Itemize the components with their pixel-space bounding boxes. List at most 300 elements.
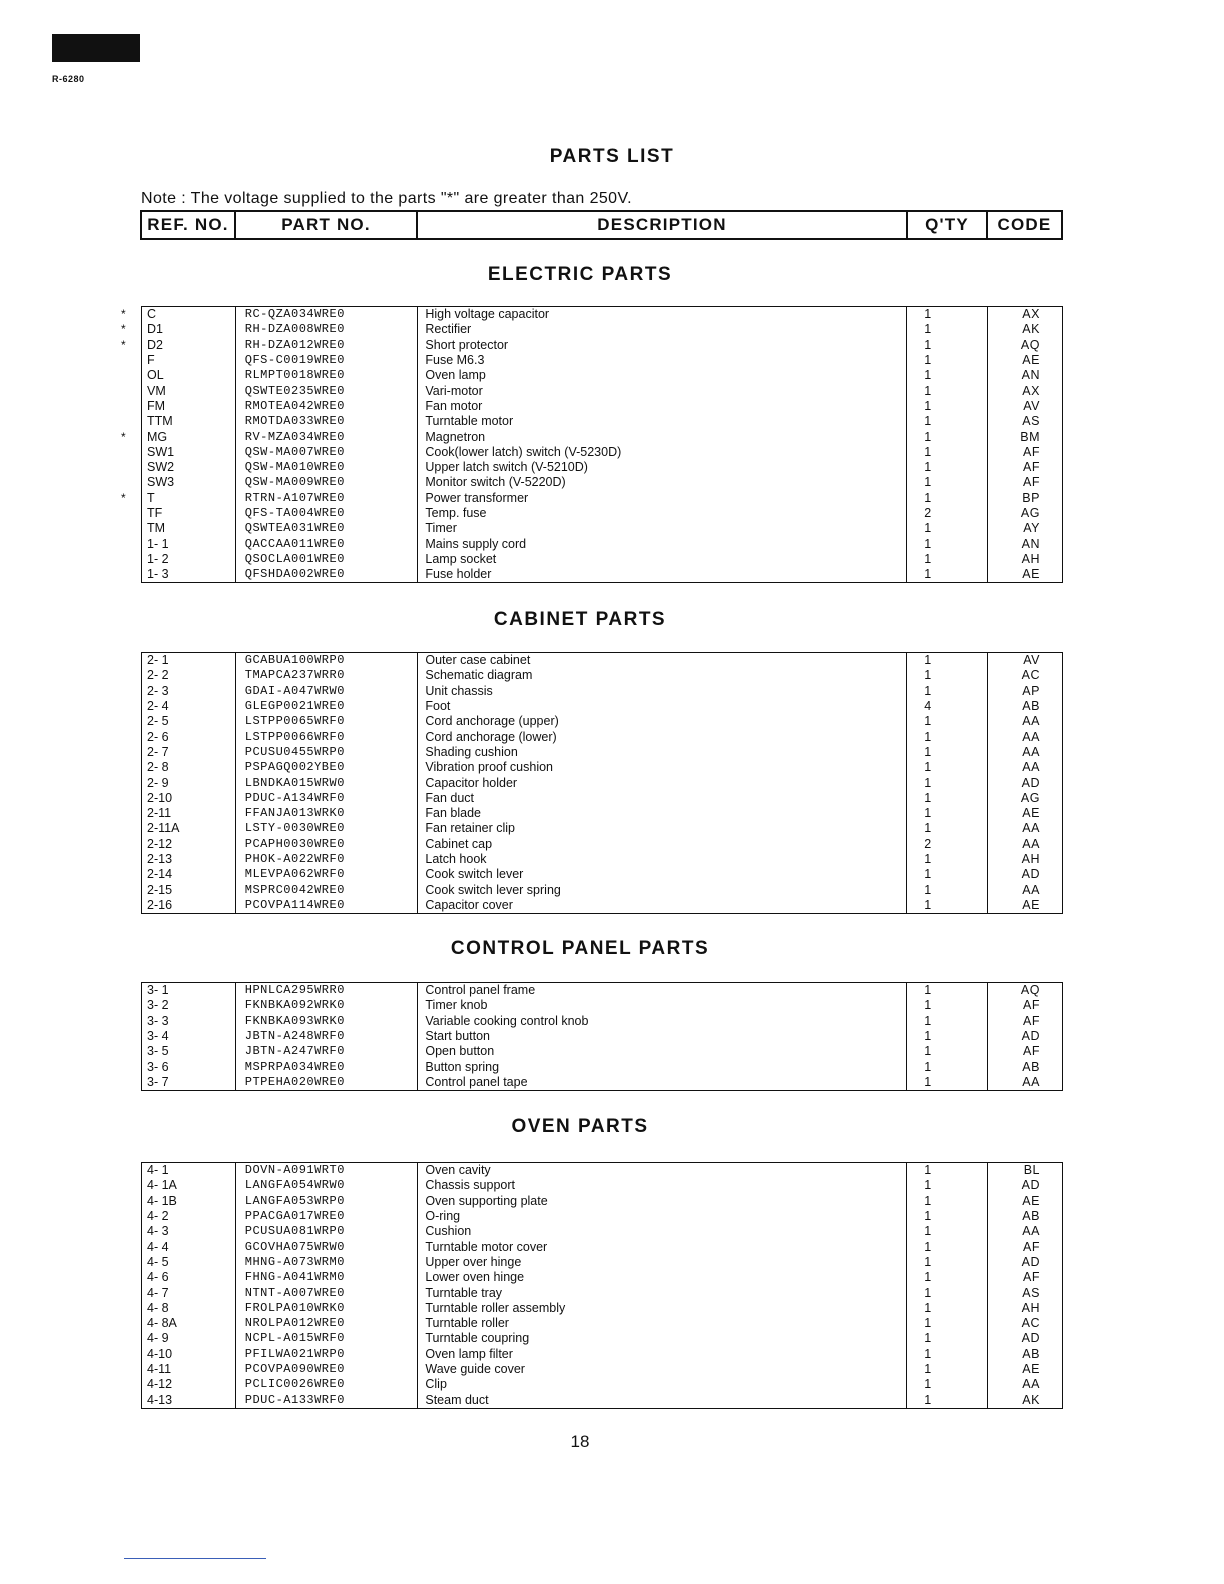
code-cell: BM	[1020, 429, 1040, 444]
ref-no-cell: 4- 1	[147, 1163, 169, 1178]
part-no-cell: QSW-MA007WRE0	[244, 444, 345, 459]
code-cell: AG	[1020, 790, 1040, 805]
part-no-header: PART NO.	[236, 212, 418, 238]
column-divider	[235, 983, 236, 1090]
part-no-cell: GCOVHA075WRW0	[244, 1239, 345, 1254]
table-row	[142, 521, 1062, 536]
qty-cell: 1	[924, 1059, 932, 1074]
qty-cell: 1	[924, 1239, 932, 1254]
qty-cell: 1	[924, 897, 932, 912]
code-cell: AE	[1022, 567, 1040, 582]
description-cell: Outer case cabinet	[425, 653, 531, 668]
part-no-cell: PHOK-A022WRF0	[244, 852, 345, 866]
ref-no-cell: 3- 7	[147, 1074, 169, 1089]
table-row	[142, 653, 1062, 668]
model-number: R-6280	[52, 74, 85, 84]
part-no-cell: QACCAA011WRE0	[244, 536, 345, 551]
ref-no-cell: 3- 4	[147, 1029, 169, 1044]
code-cell: AV	[1023, 653, 1040, 668]
voltage-note: Note : The voltage supplied to the parts "*" are greater than 250V.	[141, 190, 632, 207]
part-no-cell: GLEGP0021WRE0	[244, 699, 345, 714]
qty-cell: 1	[924, 1074, 932, 1089]
qty-cell: 1	[924, 1316, 932, 1331]
table-row	[121, 337, 1062, 353]
code-cell: AF	[1023, 444, 1040, 459]
table-row	[142, 552, 1062, 567]
ref-no-cell: 3- 1	[147, 983, 169, 998]
qty-cell: 1	[924, 1013, 932, 1028]
part-no-cell: RMOTEA042WRE0	[244, 398, 345, 413]
qty-cell: 1	[924, 1392, 932, 1407]
description-cell: Vari-motor	[425, 383, 483, 398]
code-cell: AD	[1021, 1254, 1040, 1269]
code-cell: AA	[1022, 744, 1040, 759]
ref-no-header: REF. NO.	[142, 212, 236, 238]
code-cell: AB	[1022, 1209, 1040, 1224]
column-divider	[417, 1163, 418, 1408]
table-row	[142, 475, 1062, 490]
table-row	[142, 668, 1062, 683]
column-divider	[235, 1163, 236, 1408]
part-no-cell: DOVN-A091WRT0	[244, 1163, 345, 1178]
table-row	[142, 1029, 1062, 1044]
table-row	[142, 460, 1062, 475]
description-cell: Control panel tape	[425, 1074, 528, 1089]
table-row	[142, 1362, 1062, 1377]
table-row	[121, 429, 1062, 444]
table-row	[142, 998, 1062, 1013]
code-cell: AB	[1022, 699, 1040, 714]
ref-no-cell: 4- 2	[147, 1209, 169, 1224]
table-row	[142, 837, 1062, 852]
ref-no-cell: OL	[147, 368, 164, 383]
code-cell: AK	[1022, 1392, 1040, 1407]
code-cell: AA	[1022, 1224, 1040, 1239]
qty-cell: 1	[924, 475, 932, 490]
description-cell: Latch hook	[425, 852, 487, 866]
qty-cell: 1	[924, 790, 932, 805]
description-cell: Oven cavity	[425, 1163, 491, 1178]
ref-no-cell: 2- 5	[147, 714, 169, 729]
description-cell: Upper over hinge	[425, 1254, 522, 1269]
ref-no-cell: 2-13	[147, 852, 173, 866]
qty-cell: 1	[924, 806, 932, 821]
description-cell: High voltage capacitor	[425, 307, 550, 322]
column-divider	[906, 653, 907, 913]
description-cell: Oven lamp filter	[425, 1346, 513, 1361]
qty-cell: 1	[924, 1193, 932, 1208]
high-voltage-mark: *	[121, 429, 126, 444]
code-cell: AA	[1022, 1377, 1040, 1392]
ref-no-cell: 2-14	[147, 867, 173, 882]
code-cell: AC	[1021, 1316, 1040, 1331]
code-cell: AF	[1023, 1270, 1040, 1285]
code-cell: AB	[1022, 1059, 1040, 1074]
column-divider	[417, 653, 418, 913]
code-cell: AB	[1022, 1346, 1040, 1361]
part-no-cell: LANGFA053WRP0	[244, 1193, 345, 1208]
table-row	[142, 729, 1062, 744]
table-row	[142, 1178, 1062, 1193]
table-row	[142, 852, 1062, 867]
description-cell: Timer knob	[425, 998, 488, 1013]
ref-no-cell: 2- 3	[147, 683, 169, 698]
table-row	[142, 1014, 1062, 1029]
ref-no-cell: 2- 1	[147, 653, 169, 668]
description-cell: Cook switch lever	[425, 867, 524, 882]
qty-cell: 1	[924, 852, 932, 866]
ref-no-cell: TM	[147, 521, 166, 536]
column-divider	[906, 307, 907, 582]
description-cell: Lamp socket	[425, 551, 497, 566]
qty-cell: 1	[924, 998, 932, 1013]
qty-cell: 1	[924, 882, 932, 897]
part-no-cell: FROLPA010WRK0	[244, 1300, 345, 1315]
part-no-cell: LBNDKA015WRW0	[244, 775, 345, 790]
qty-cell: 4	[924, 699, 932, 714]
part-no-cell: QSOCLA001WRE0	[244, 551, 345, 566]
ref-no-cell: SW3	[147, 475, 175, 490]
ref-no-cell: VM	[147, 383, 166, 398]
description-cell: Monitor switch (V-5220D)	[425, 475, 566, 490]
description-cell: Start button	[425, 1029, 490, 1044]
qty-header: Q'TY	[908, 212, 988, 238]
table-row	[142, 699, 1062, 714]
qty-cell: 1	[924, 775, 932, 790]
qty-cell: 1	[924, 744, 932, 759]
part-no-cell: QFSHDA002WRE0	[244, 567, 345, 582]
qty-cell: 1	[924, 322, 932, 337]
oven-parts-title: OVEN PARTS	[511, 1116, 649, 1137]
cabinet-parts-title: CABINET PARTS	[493, 609, 667, 630]
description-cell: Button spring	[425, 1059, 500, 1074]
code-cell: BP	[1022, 490, 1040, 505]
table-row	[121, 307, 1062, 322]
description-cell: Fan motor	[425, 398, 483, 413]
part-no-cell: PCUSUA081WRP0	[244, 1224, 345, 1239]
ref-no-cell: MG	[147, 429, 168, 444]
ref-no-cell: F	[147, 353, 155, 368]
code-cell: AE	[1022, 806, 1040, 821]
table-row	[142, 1331, 1062, 1346]
description-cell: Turntable tray	[425, 1285, 503, 1300]
code-cell: AV	[1023, 398, 1040, 413]
code-cell: AA	[1022, 821, 1040, 836]
table-row	[142, 760, 1062, 775]
qty-cell: 1	[924, 1254, 932, 1269]
description-cell: Schematic diagram	[425, 668, 533, 683]
part-no-cell: GCABUA100WRP0	[244, 653, 345, 668]
ref-no-cell: 4-10	[147, 1346, 173, 1361]
description-header: DESCRIPTION	[418, 212, 908, 238]
ref-no-cell: D2	[147, 337, 163, 352]
table-row	[142, 1239, 1062, 1254]
qty-cell: 1	[924, 1300, 932, 1315]
ref-no-cell: 4- 1B	[147, 1193, 177, 1208]
part-no-cell: QSWTE0235WRE0	[244, 383, 345, 398]
code-cell: AK	[1022, 322, 1040, 337]
code-cell: AH	[1021, 551, 1040, 566]
ref-no-cell: 4- 6	[147, 1270, 169, 1285]
table-row	[142, 1059, 1062, 1074]
qty-cell: 1	[924, 307, 932, 322]
code-cell: AD	[1021, 775, 1040, 790]
ref-no-cell: 2-10	[147, 790, 173, 805]
ref-no-cell: TF	[147, 506, 163, 520]
part-no-cell: PCOVPA114WRE0	[244, 897, 345, 912]
qty-cell: 1	[924, 536, 932, 551]
code-cell: AF	[1023, 460, 1040, 475]
description-cell: Cook switch lever spring	[425, 882, 561, 897]
description-cell: Wave guide cover	[425, 1362, 525, 1376]
ref-no-cell: 2-12	[147, 836, 173, 851]
qty-cell: 1	[924, 398, 932, 413]
ref-no-cell: 4- 1A	[147, 1178, 177, 1193]
ref-no-cell: 4- 7	[147, 1285, 169, 1300]
description-cell: Power transformer	[425, 490, 529, 505]
table-row	[142, 1301, 1062, 1316]
qty-cell: 1	[924, 414, 932, 429]
qty-cell: 1	[924, 1029, 932, 1044]
part-no-cell: RTRN-A107WRE0	[244, 490, 345, 505]
table-row	[142, 353, 1062, 368]
part-no-cell: JBTN-A248WRF0	[244, 1029, 345, 1044]
ref-no-cell: 4- 3	[147, 1224, 169, 1239]
table-row	[142, 1075, 1062, 1090]
table-row	[142, 1044, 1062, 1059]
description-cell: Control panel frame	[425, 983, 536, 998]
table-row	[142, 506, 1062, 521]
code-header: CODE	[997, 215, 1052, 234]
qty-cell: 1	[924, 760, 932, 775]
description-cell: Oven lamp	[425, 368, 486, 383]
part-no-cell: MSPRC0042WRE0	[244, 882, 345, 897]
part-no-cell: QSW-MA010WRE0	[244, 460, 345, 475]
ref-no-cell: 1- 1	[147, 536, 169, 551]
column-divider	[987, 653, 988, 913]
description-cell: Foot	[425, 699, 451, 714]
ref-no-cell: 1- 3	[147, 567, 169, 582]
description-cell: Steam duct	[425, 1392, 489, 1407]
part-no-cell: NCPL-A015WRF0	[244, 1331, 345, 1346]
ref-no-cell: 4- 9	[147, 1331, 169, 1346]
part-no-cell: RV-MZA034WRE0	[244, 429, 345, 444]
qty-cell: 1	[924, 1285, 932, 1300]
qty-cell: 2	[924, 836, 932, 851]
table-row	[142, 684, 1062, 699]
code-cell: AE	[1022, 897, 1040, 912]
code-cell: AA	[1022, 760, 1040, 775]
part-no-cell: LANGFA054WRW0	[244, 1178, 345, 1193]
part-no-cell: RH-DZA012WRE0	[244, 337, 345, 352]
qty-cell: 1	[924, 551, 932, 566]
description-cell: Lower oven hinge	[425, 1270, 525, 1285]
part-no-cell: PCLIC0026WRE0	[244, 1377, 345, 1392]
table-row	[142, 1285, 1062, 1300]
table-row	[142, 775, 1062, 790]
description-cell: Vibration proof cushion	[425, 760, 554, 775]
part-no-cell: QFS-TA004WRE0	[244, 506, 345, 520]
part-no-cell: QSWTEA031WRE0	[244, 521, 345, 536]
ref-no-cell: FM	[147, 398, 166, 413]
ref-no-cell: 2- 7	[147, 744, 169, 759]
qty-cell: 1	[924, 383, 932, 398]
high-voltage-mark: *	[121, 337, 126, 352]
table-row	[142, 536, 1062, 551]
table-row	[142, 1224, 1062, 1239]
ref-no-cell: 4- 8	[147, 1300, 169, 1315]
table-row	[142, 882, 1062, 897]
column-divider	[235, 653, 236, 913]
brand-logo-block	[52, 34, 140, 62]
table-row	[142, 1347, 1062, 1362]
description-cell: Capacitor cover	[425, 897, 513, 912]
table-row	[142, 445, 1062, 460]
table-row	[142, 1270, 1062, 1285]
qty-cell: 1	[924, 521, 932, 536]
part-no-cell: PCUSU0455WRP0	[244, 744, 345, 759]
table-row	[142, 821, 1062, 836]
part-no-cell: LSTPP0066WRF0	[244, 729, 345, 744]
ref-no-cell: 3- 5	[147, 1044, 169, 1059]
code-cell: AE	[1022, 1193, 1040, 1208]
code-cell: AA	[1022, 729, 1040, 744]
ref-no-cell: 4-11	[147, 1362, 172, 1376]
part-no-cell: PSPAGQ002YBE0	[244, 760, 345, 775]
qty-cell: 1	[924, 1362, 932, 1376]
table-row	[121, 322, 1062, 337]
qty-cell: 1	[924, 444, 932, 459]
table-row	[142, 1255, 1062, 1270]
qty-cell: 1	[924, 867, 932, 882]
description-cell: Turntable roller assembly	[425, 1300, 566, 1315]
description-cell: Upper latch switch (V-5210D)	[425, 460, 588, 475]
code-cell: AD	[1021, 867, 1040, 882]
code-cell: AD	[1021, 1331, 1040, 1346]
part-no-cell: NTNT-A007WRE0	[244, 1285, 345, 1300]
qty-cell: 1	[924, 729, 932, 744]
column-header-row	[140, 210, 1063, 240]
table-row	[142, 383, 1062, 398]
description-cell: Cord anchorage (upper)	[425, 714, 559, 729]
high-voltage-mark: *	[121, 307, 126, 322]
part-no-cell: MHNG-A073WRM0	[244, 1254, 345, 1269]
part-no-cell: PFILWA021WRP0	[244, 1346, 345, 1361]
part-no-cell: QSW-MA009WRE0	[244, 475, 345, 490]
ref-no-cell: 4-12	[147, 1377, 173, 1392]
description-cell: Turntable motor	[425, 414, 514, 429]
description-cell: Fuse holder	[425, 567, 492, 582]
table-row	[142, 1377, 1062, 1392]
part-no-cell: MLEVPA062WRF0	[244, 867, 345, 882]
code-cell: AF	[1023, 1239, 1040, 1254]
description-cell: Cook(lower latch) switch (V-5230D)	[425, 444, 622, 459]
control-panel-parts-title: CONTROL PANEL PARTS	[450, 938, 710, 959]
qty-cell: 1	[924, 353, 932, 368]
part-no-cell: RMOTDA033WRE0	[244, 414, 345, 429]
table-row	[142, 1163, 1062, 1178]
qty-cell: 1	[924, 714, 932, 729]
ref-no-cell: 4- 5	[147, 1254, 169, 1269]
part-no-cell: HPNLCA295WRR0	[244, 983, 345, 998]
column-divider	[235, 307, 236, 582]
part-no-cell: NROLPA012WRE0	[244, 1316, 345, 1331]
table-row	[142, 806, 1062, 821]
column-divider	[987, 983, 988, 1090]
ref-no-cell: C	[147, 307, 157, 322]
description-cell: Cord anchorage (lower)	[425, 729, 557, 744]
oven-parts-table	[141, 1162, 1063, 1409]
code-cell: AF	[1023, 1044, 1040, 1059]
column-divider	[906, 983, 907, 1090]
description-cell: Timer	[425, 521, 457, 536]
description-cell: Open button	[425, 1044, 495, 1059]
code-cell: AY	[1023, 521, 1040, 536]
code-cell: AA	[1022, 836, 1040, 851]
code-cell: AX	[1022, 307, 1040, 322]
qty-cell: 1	[924, 490, 932, 505]
code-cell: AF	[1023, 475, 1040, 490]
description-cell: O-ring	[425, 1209, 461, 1224]
description-cell: Cushion	[425, 1224, 472, 1239]
code-cell: AA	[1022, 882, 1040, 897]
ref-no-cell: 2- 9	[147, 775, 169, 790]
description-cell: Fan duct	[425, 790, 475, 805]
description-cell: Oven supporting plate	[425, 1193, 548, 1208]
part-no-cell: PDUC-A134WRF0	[244, 790, 345, 805]
table-row	[142, 1392, 1062, 1407]
ref-no-cell: TTM	[147, 414, 173, 429]
description-cell: Short protector	[425, 337, 509, 352]
footer-divider	[124, 1558, 266, 1559]
code-cell: BL	[1023, 1163, 1040, 1178]
ref-no-cell: 3- 6	[147, 1059, 169, 1074]
description-cell: Chassis support	[425, 1178, 515, 1193]
ref-no-cell: SW2	[147, 460, 175, 475]
table-row	[142, 1316, 1062, 1331]
ref-no-cell: 2- 4	[147, 699, 169, 714]
part-no-cell: PDUC-A133WRF0	[244, 1392, 345, 1407]
description-cell: Temp. fuse	[425, 506, 487, 520]
description-cell: Clip	[425, 1377, 447, 1392]
description-cell: Turntable coupring	[425, 1331, 530, 1346]
code-cell: AS	[1022, 1285, 1040, 1300]
part-no-cell: FHNG-A041WRM0	[244, 1270, 345, 1285]
code-cell: AE	[1022, 353, 1040, 368]
qty-cell: 1	[924, 460, 932, 475]
column-divider	[417, 983, 418, 1090]
table-row	[142, 1194, 1062, 1209]
code-cell: AN	[1021, 536, 1040, 551]
description-cell: Fan blade	[425, 806, 481, 821]
part-no-cell: PTPEHA020WRE0	[244, 1074, 345, 1089]
ref-no-cell: 1- 2	[147, 551, 169, 566]
cabinet-parts-table	[141, 652, 1063, 914]
table-row	[121, 490, 1062, 506]
table-row	[142, 867, 1062, 882]
code-cell: AX	[1022, 383, 1040, 398]
description-cell: Capacitor holder	[425, 775, 518, 790]
table-row	[142, 1209, 1062, 1224]
table-row	[142, 368, 1062, 383]
ref-no-cell: 2- 8	[147, 760, 169, 775]
ref-no-cell: 4-13	[147, 1392, 173, 1407]
table-row	[142, 791, 1062, 806]
table-row	[142, 714, 1062, 729]
description-cell: Fuse M6.3	[425, 353, 485, 368]
code-cell: AA	[1022, 714, 1040, 729]
description-cell: Unit chassis	[425, 683, 493, 698]
